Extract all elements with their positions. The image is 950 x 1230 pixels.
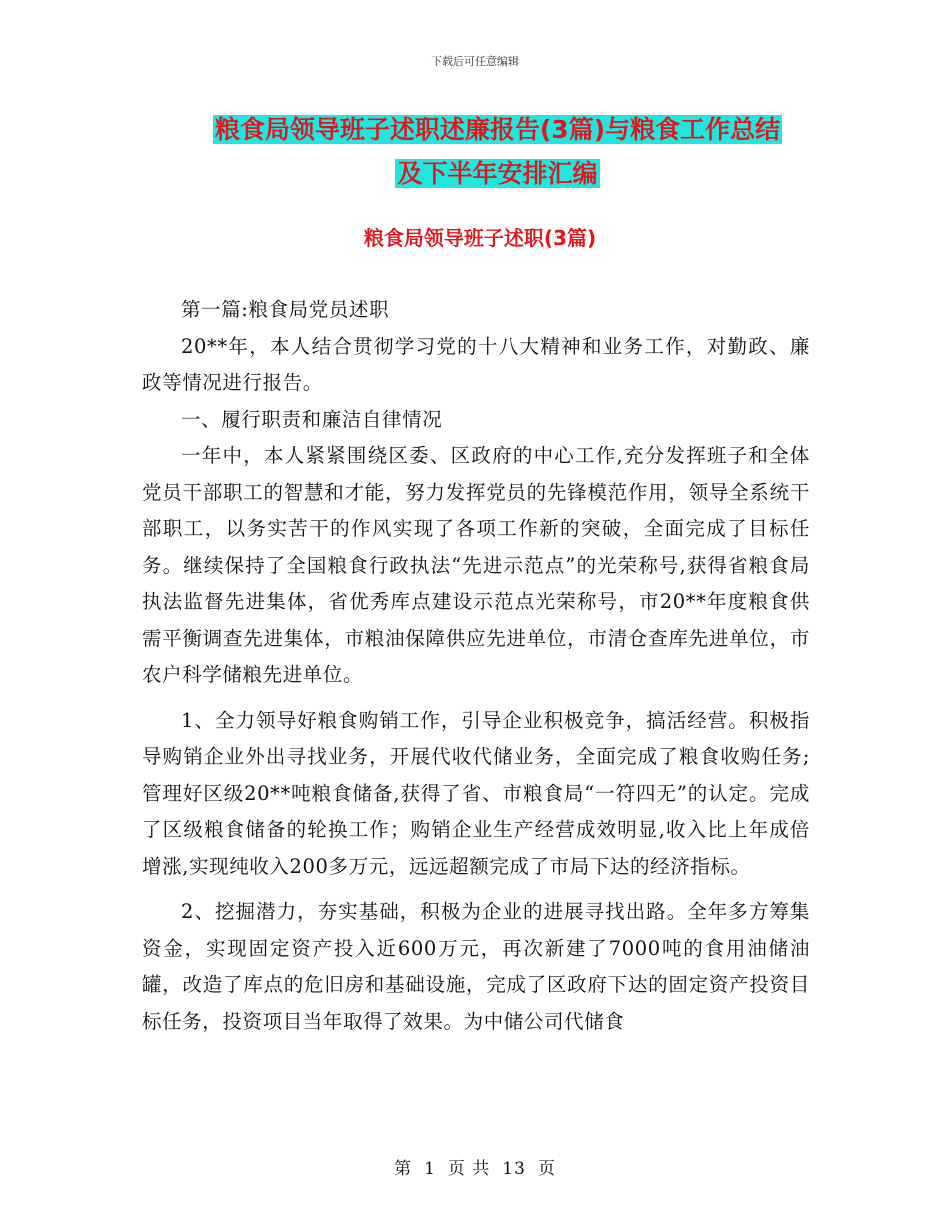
paragraph-item-1: 1、全力领导好粮食购销工作，引导企业积极竞争，搞活经营。积极指导购销企业外出寻找业务，开展代收代储业务，全面完成了粮食收购任务;管理好区级20**吨粮食储备,获得了省、市粮食局“一符四无”的认定。完成了区级粮食储备的轮换工作；购销企业生产经营成效明显,收入比上年成倍增涨,实现纯收入200多万元，远远超额完成了市局下达的经济指标。 [142,708,810,878]
paragraph-part-heading: 第一篇:粮食局党员述职 [181,298,390,321]
page-label-prefix: 第 [394,1159,413,1179]
page-footer [0,1154,950,1179]
document-title-line-1: 粮食局领导班子述职述廉报告(3篇)与粮食工作总结 [214,115,781,144]
paragraph-section-heading: 一、履行职责和廉洁自律情况 [181,407,443,431]
document-title [0,108,950,196]
paragraph-item-2: 2、挖掘潜力，夯实基础，积极为企业的进展寻找出路。全年多方筹集资金，实现固定资产投入近600万元，再次新建了7000吨的食用油储油罐，改造了库点的危旧房和基础设施，完成了区政府下达的固定资产投资目标任务，投资项目当年取得了效果。为中储公司代储食 [142,900,810,1033]
document-body [142,292,810,1040]
page-label-mid: 页 共 [447,1159,491,1179]
header-note: 下载后可任意编辑 [431,55,519,68]
section-title: 粮食局领导班子述职(3篇) [363,226,597,250]
document-title-line-2: 及下半年安排汇编 [397,159,598,188]
page-label-suffix: 页 [537,1159,556,1179]
page-current: 1 [424,1159,436,1179]
page-total: 13 [502,1159,526,1179]
paragraph-intro: 20**年，本人结合贯彻学习党的十八大精神和业务工作，对勤政、廉政等情况进行报告。 [142,334,810,394]
paragraph-body: 一年中，本人紧紧围绕区委、区政府的中心工作,充分发挥班子和全体党员干部职工的智慧和才能，努力发挥党员的先锋模范作用，领导全系统干部职工，以务实苦干的作风实现了各项工作新的突破，全面完成了目标任务。继续保持了全国粮食行政执法“先进示范点”的光荣称号,获得省粮食局执法监督先进集体，省优秀库点建设示范点光荣称号，市20**年度粮食供需平衡调查先进集体，市粮油保障供应先进单位，市清仓查库先进单位，市农户科学储粮先进单位。 [142,444,810,686]
